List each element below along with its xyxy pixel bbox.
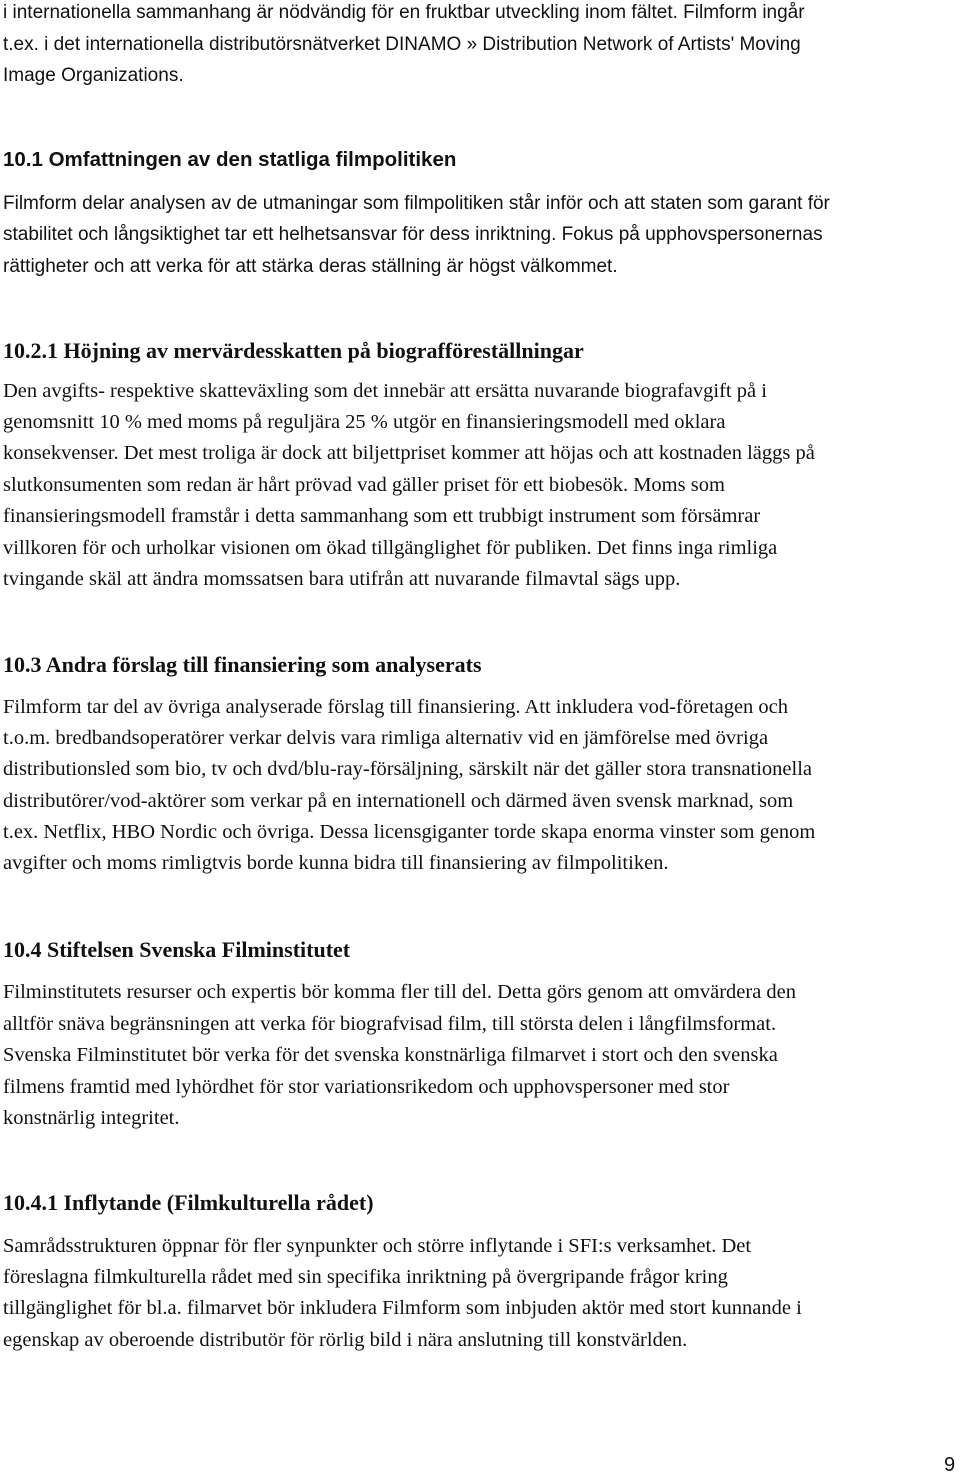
paragraph-line: tvingande skäl att ändra momssatsen bara utifrån att nuvarande filmavtal sägs upp. [3, 568, 681, 590]
paragraph-line: filmens framtid med lyhördhet för stor variationsrikedom och upphovspersoner med stor [3, 1076, 730, 1098]
intro-line: t.ex. i det internationella distributörsnätverket DINAMO » Distribution Network of Artists' Moving [3, 34, 801, 55]
paragraph-line: rättigheter och att verka för att stärka deras ställning är högst välkommet. [3, 256, 618, 277]
paragraph-line: villkoren för och urholkar visionen om ökad tillgänglighet för publiken. Det finns inga rimliga [3, 537, 778, 559]
section-heading-10-4-1: 10.4.1 Inflytande (Filmkulturella rådet) [3, 1190, 374, 1215]
paragraph-line: t.ex. Netflix, HBO Nordic och övriga. Dessa licensgiganter torde skapa enorma vinster som genom [3, 821, 816, 843]
paragraph-line: Svenska Filminstitutet bör verka för det svenska konstnärliga filmarvet i stort och den svenska [3, 1044, 778, 1066]
paragraph-line: t.o.m. bredbandsoperatörer verkar delvis vara rimliga alternativ vid en jämförelse med övriga [3, 727, 769, 749]
paragraph-line: Filminstitutets resurser och expertis bör komma fler till del. Detta görs genom att omvärdera den [3, 981, 797, 1003]
paragraph-line: slutkonsumenten som redan är hårt prövad vad gäller priset för ett biobesök. Moms som [3, 474, 725, 496]
paragraph-line: föreslagna filmkulturella rådet med sin specifika inriktning på övergripande frågor kring [3, 1266, 728, 1288]
section-heading-10-1: 10.1 Omfattningen av den statliga filmpolitiken [3, 148, 457, 171]
paragraph-line: distributionsled som bio, tv och dvd/blu-ray-försäljning, särskilt när det gäller stora transnationella [3, 758, 813, 780]
paragraph-line: egenskap av oberoende distributör för rörlig bild i nära anslutning till konstvärlden. [3, 1329, 688, 1351]
paragraph-line: Filmform tar del av övriga analyserade förslag till finansiering. Att inkludera vod-företagen och [3, 696, 789, 718]
paragraph-line: Filmform delar analysen av de utmaningar som filmpolitiken står inför och att staten som garant för [3, 193, 830, 214]
section-heading-10-3: 10.3 Andra förslag till finansiering som analyserats [3, 652, 482, 677]
section-heading-10-2-1: 10.2.1 Höjning av mervärdesskatten på biografföreställningar [3, 338, 584, 363]
paragraph-line: Den avgifts- respektive skatteväxling som det innebär att ersätta nuvarande biografavgift på i [3, 380, 767, 402]
intro-line: i internationella sammanhang är nödvändig för en fruktbar utveckling inom fältet. Filmform ingår [3, 2, 805, 23]
paragraph-line: alltför snäva begränsningen att verka för biografvisad film, till största delen i långfilmsformat. [3, 1013, 777, 1035]
paragraph-line: distributörer/vod-aktörer som verkar på en internationell och därmed även svensk marknad, som [3, 790, 794, 812]
paragraph-line: stabilitet och långsiktighet tar ett helhetsansvar för dess inriktning. Fokus på upphovspersonernas [3, 224, 823, 245]
paragraph-line: avgifter och moms rimligtvis borde kunna bidra till finansiering av filmpolitiken. [3, 852, 669, 874]
paragraph-line: konstnärlig integritet. [3, 1107, 180, 1129]
page-number: 9 [944, 1454, 956, 1476]
paragraph-line: konsekvenser. Det mest troliga är dock att biljettpriset kommer att höjas och att kostnaden läggs på [3, 442, 815, 464]
intro-line: Image Organizations. [3, 65, 184, 86]
paragraph-line: genomsnitt 10 % med moms på reguljära 25 % utgör en finansieringsmodell med oklara [3, 411, 726, 433]
paragraph-line: finansieringsmodell framstår i detta sammanhang som ett trubbigt instrument som försämrar [3, 505, 761, 527]
section-heading-10-4: 10.4 Stiftelsen Svenska Filminstitutet [3, 937, 351, 962]
paragraph-line: tillgänglighet för bl.a. filmarvet bör inkludera Filmform som inbjuden aktör med stort kunnande i [3, 1297, 802, 1319]
paragraph-line: Samrådsstrukturen öppnar för fler synpunkter och större inflytande i SFI:s verksamhet. Det [3, 1235, 752, 1257]
